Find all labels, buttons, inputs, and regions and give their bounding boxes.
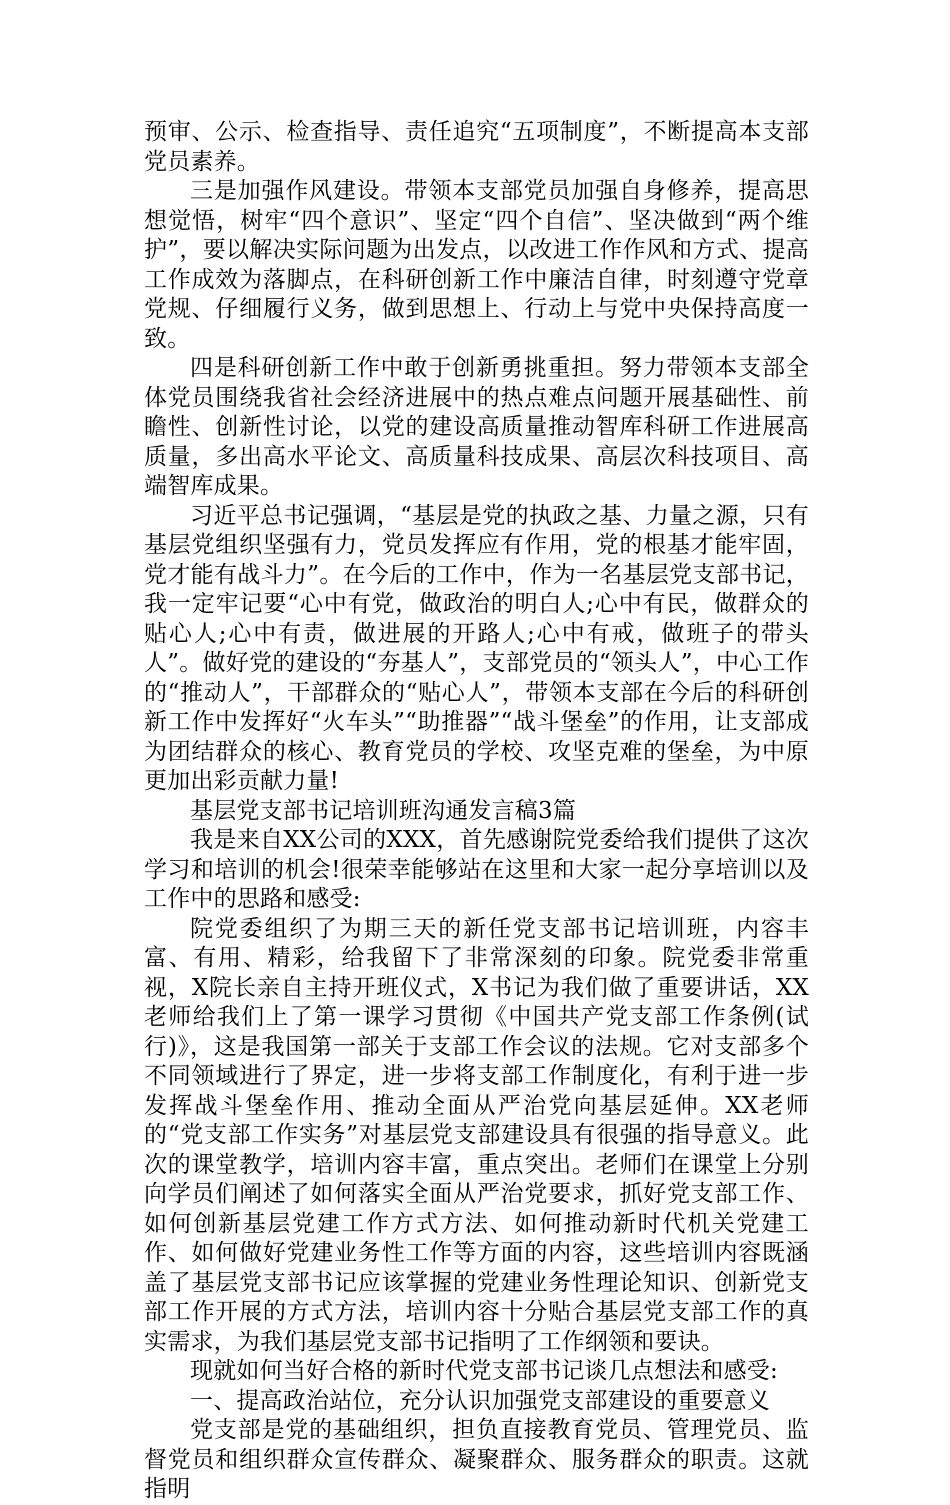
paragraph: 习近平总书记强调，“基层是党的执政之基、力量之源，只有基层党组织坚强有力，党员发挥应有作用，党的根基才能牢固，党才能有战斗力”。在今后的工作中，作为一名基层党支部书记，我一定牢记要“心中有党，做政治的明白人;心中有民，做群众的贴心人;心中有责，做进展的开路人;心中有戒，做班子的带头人”。做好党的建设的“夯基人”，支部党员的“领头人”，中心工作的“推动人”，干部群众的“贴心人”，带领本支部在今后的科研创新工作中发挥好“火车头”“助推器”“战斗堡垒”的作用，让支部成为团结群众的核心、教育党员的学校、攻坚克难的堡垒，为中原更加出彩贡献力量! (144, 502, 809, 794)
section-heading: 基层党支部书记培训班沟通发言稿3篇 (190, 797, 577, 824)
paragraph: 我是来自XX公司的XXX，首先感谢院党委给我们提供了这次学习和培训的机会!很荣幸能够站在这里和大家一起分享培训以及工作中的思路和感受: (144, 827, 809, 912)
paragraph: 党支部是党的基础组织，担负直接教育党员、管理党员、监督党员和组织群众宣传群众、凝聚群众、服务群众的职责。这就指明 (144, 1417, 809, 1502)
paragraph: 现就如何当好合格的新时代党支部书记谈几点想法和感受: (190, 1358, 778, 1384)
document-page (144, 118, 809, 1505)
paragraph: 预审、公示、检查指导、责任追究“五项制度”，不断提高本支部党员素养。 (144, 119, 809, 175)
paragraph: 院党委组织了为期三天的新任党支部书记培训班，内容丰富、有用、精彩，给我留下了非常深刻的印象。院党委非常重视，X院长亲自主持开班仪式，X书记为我们做了重要讲话，XX老师给我们上了第一课学习贯彻《中国共产党支部工作条例(试行)》，这是我国第一部关于支部工作会议的法规。它对支部多个不同领域进行了界定，进一步将支部工作制度化，有利于进一步发挥战斗堡垒作用、推动全面从严治党向基层延伸。XX老师的“党支部工作实务”对基层党支部建设具有很强的指导意义。此次的课堂教学，培训内容丰富，重点突出。老师们在课堂上分别向学员们阐述了如何落实全面从严治党要求，抓好党支部工作、如何创新基层党建工作方式方法、如何推动新时代机关党建工作、如何做好党建业务性工作等方面的内容，这些培训内容既涵盖了基层党支部书记应该掌握的党建业务性理论知识、创新党支部工作开展的方式方法，培训内容十分贴合基层党支部工作的真实需求，为我们基层党支部书记指明了工作纲领和要诀。 (144, 915, 809, 1355)
paragraph: 三是加强作风建设。带领本支部党员加强自身修养，提高思想觉悟，树牢“四个意识”、坚定“四个自信”、坚决做到“两个维护”，要以解决实际问题为出发点，以改进工作作风和方式、提高工作成效为落脚点，在科研创新工作中廉洁自律，时刻遵守党章党规、仔细履行义务，做到思想上、行动上与党中央保持高度一致。 (144, 178, 809, 352)
paragraph: 四是科研创新工作中敢于创新勇挑重担。努力带领本支部全体党员围绕我省社会经济进展中的热点难点问题开展基础性、前瞻性、创新性讨论，以党的建设高质量推动智库科研工作进展高质量，多出高水平论文、高质量科技成果、高层次科技项目、高端智库成果。 (144, 355, 809, 499)
subheading: 一、提高政治站位，充分认识加强党支部建设的重要意义 (190, 1387, 770, 1414)
